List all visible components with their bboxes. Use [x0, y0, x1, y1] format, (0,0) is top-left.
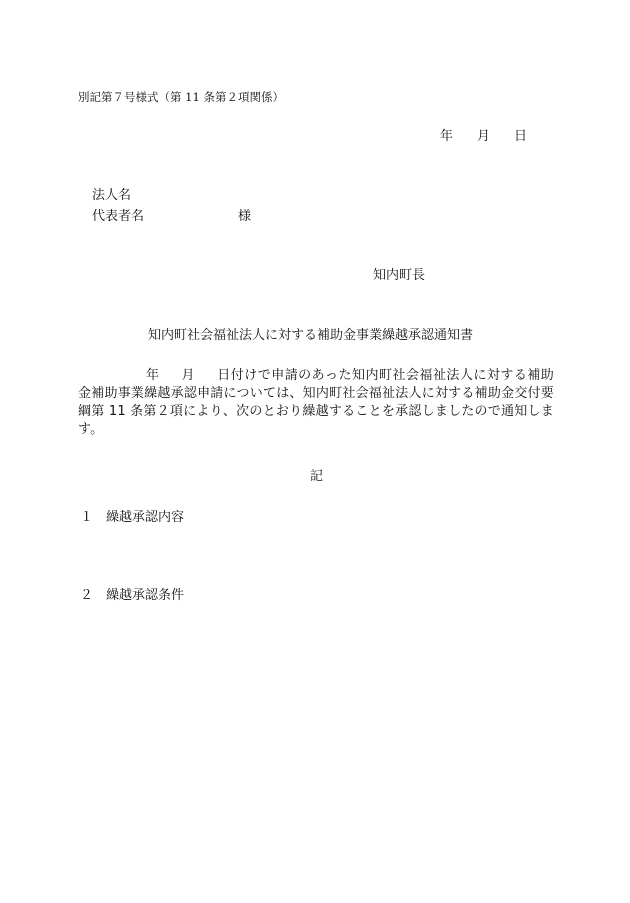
item-number: ２ — [80, 588, 94, 603]
body-year: 年 — [146, 368, 160, 383]
list-item — [80, 509, 184, 527]
corp-name-label: 法人名 — [92, 188, 132, 203]
body-text: 日付けで申請のあった知内町社会福祉法人に対する補助金補助事業繰越承認申請については、知内町社会福祉法人に対する補助金交付要綱第 11 条第２項により、次のとおり繰越することを承認しましたので通知します。 — [78, 368, 555, 437]
document-title: 知内町社会福祉法人に対する補助金事業繰越承認通知書 — [148, 328, 474, 343]
body-paragraph — [78, 367, 554, 439]
list-item — [80, 587, 184, 605]
item-label: 繰越承認条件 — [106, 588, 185, 603]
honorific: 様 — [238, 209, 252, 224]
issuer-name: 知内町長 — [373, 268, 426, 283]
representative-line — [92, 208, 251, 226]
body-month: 月 — [181, 368, 195, 383]
item-number: １ — [80, 510, 94, 525]
ki-heading: 記 — [310, 469, 324, 484]
representative-label: 代表者名 — [92, 209, 145, 224]
date-month: 月 — [477, 129, 491, 144]
item-label: 繰越承認内容 — [106, 510, 185, 525]
form-number: 別記第７号様式（第 11 条第２項関係） — [78, 90, 284, 104]
date-day: 日 — [514, 129, 528, 144]
date-line — [440, 128, 527, 146]
date-year: 年 — [440, 129, 454, 144]
